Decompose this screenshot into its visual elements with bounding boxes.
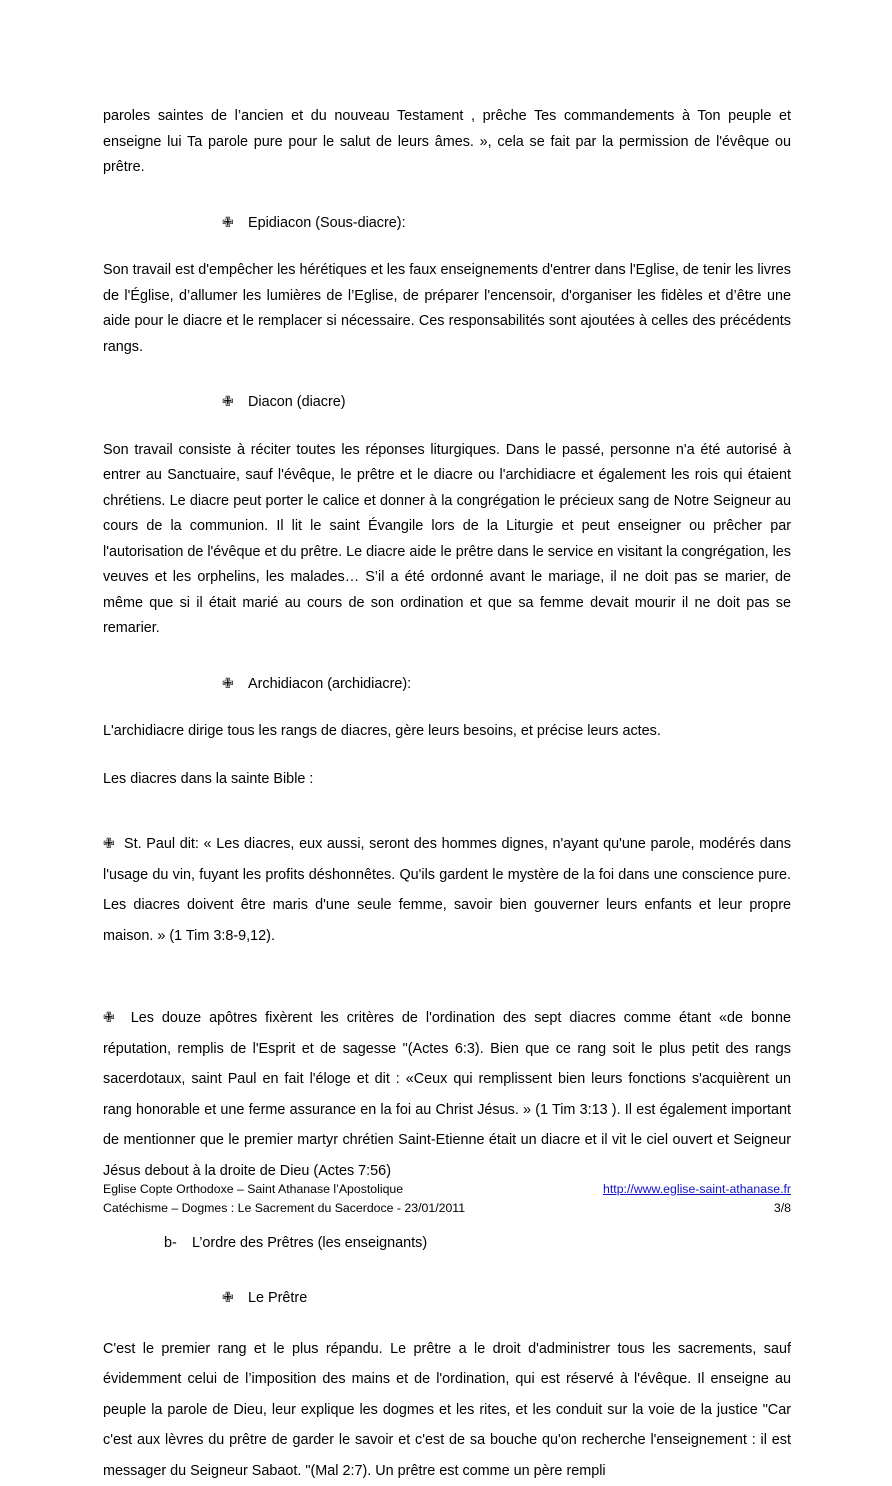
spacer — [103, 745, 791, 767]
paragraph-st-paul-text: St. Paul dit: « Les diacres, eux aussi, seront des hommes dignes, n'ayant qu'une parole, modérés dans l'usage du vin, fuyant les profits déshonnêtes. Qu'ils gardent le mystère de la foi dans une conscience pure. Les diacres doivent être maris d'une seule femme, savoir bien gouverner leurs enfants et leur propre maison. » (1 Tim 3:8-9,12). — [103, 836, 792, 944]
heading-ordre-pretres — [103, 1231, 791, 1257]
heading-epidiacon — [103, 211, 791, 237]
spacer — [103, 416, 791, 438]
spacer — [103, 236, 791, 258]
cross-bullet-icon: ✙ — [103, 835, 115, 852]
page-content — [103, 104, 791, 1486]
paragraph-epidiacon: Son travail est d'empêcher les hérétiques et les faux enseignements d'entrer dans l'Eglise, de tenir les livres de l'Église, d’allumer les lumières de l’Eglise, de préparer l'encensoir, d'organiser les fidèles et d’être une aide pour le diacre et le remplacer si nécessaire. Ces responsabilités sont ajoutées à celles des précédents rangs. — [103, 262, 791, 355]
paragraph-intro: paroles saintes de l’ancien et du nouveau Testament , prêche Tes commandements à Ton peuple et enseigne lui Ta parole pure pour le salut de leurs âmes. », cela se fait par la permission de l'évêque ou prêtre. — [103, 108, 791, 175]
heading-diacon-label: Diacon (diacre) — [248, 394, 346, 410]
paragraph-st-paul — [103, 828, 791, 951]
paragraph-douze-apotres-text: Les douze apôtres fixèrent les critères de l'ordination des sept diacres comme étant «de bonne réputation, remplis de l'Esprit et de sagesse "(Actes 6:3). Bien que ce rang soit le plus petit des rangs sacerdotaux, saint Paul en fait l'éloge et dit : «Ceux qui remplissent bien leurs fonctions s'acquièrent un rang honorable et une ferme assurance en la foi au Christ Jésus. » (1 Tim 3:13 ). Il est également important de mentionner que le premier martyr chrétien Saint-Etienne était un diacre et il vit le ciel ouvert et Seigneur Jésus debout à la droite de Dieu (Actes 7:56) — [103, 1010, 792, 1179]
cross-bullet-icon: ✙ — [222, 213, 234, 230]
paragraph-bible-intro: Les diacres dans la sainte Bible : — [103, 770, 314, 787]
spacer — [103, 181, 791, 211]
footer-row-1 — [103, 1180, 791, 1199]
heading-epidiacon-label: Epidiacon (Sous-diacre): — [248, 214, 406, 231]
cross-bullet-icon: ✙ — [103, 1009, 115, 1026]
footer-page-number: 3/8 — [773, 1201, 791, 1215]
spacer — [103, 792, 791, 814]
cross-bullet-icon: ✙ — [222, 393, 234, 409]
spacer — [103, 697, 791, 719]
heading-le-pretre — [103, 1286, 791, 1312]
cross-bullet-icon: ✙ — [222, 674, 234, 691]
spacer — [103, 1256, 791, 1286]
footer-row-2 — [103, 1199, 791, 1218]
paragraph-archidiacre: L'archidiacre dirige tous les rangs de diacres, gère leurs besoins, et précise leurs actes. — [103, 723, 661, 739]
heading-le-pretre-label: Le Prêtre — [248, 1290, 308, 1307]
footer-document-title: Catéchisme – Dogmes : Le Sacrement du Sacerdoce - 23/01/2011 — [103, 1201, 466, 1215]
page-footer — [103, 1180, 791, 1218]
heading-archidiacon-label: Archidiacon (archidiacre): — [248, 675, 412, 692]
spacer — [103, 966, 791, 988]
paragraph-diacon: Son travail consiste à réciter toutes les réponses liturgiques. Dans le passé, personne n'a été autorisé à entrer au Sanctuaire, sauf l'évêque, le prêtre et le diacre ou l'archidiacre et également les rois qui étaient chrétiens. Le diacre peut porter le calice et donner à la congrégation le précieux sang de Notre Seigneur au cours de la communion. Il lit le saint Évangile lors de la Liturgie et peut enseigner ou prêcher par l'autorisation de l'évêque et du prêtre. Le diacre aide le prêtre dans le service en visitant la congrégation, les veuves et les orphelins, les malades… S’il a été ordonné avant le mariage, il ne doit pas se marier, de même que si il était marié au cours de son ordination et que sa femme devait mourir il ne doit pas se remarier. — [103, 441, 791, 636]
spacer — [103, 1312, 791, 1334]
heading-diacon — [103, 390, 791, 416]
cross-bullet-icon: ✙ — [222, 1289, 234, 1306]
paragraph-le-pretre: C'est le premier rang et le plus répandu. Le prêtre a le droit d'administrer tous les sacrements, sauf évidemment celui de l’imposition des mains et de l'ordination, qui est réservé à l'évêque. Il enseigne au peuple la parole de Dieu, leur explique les dogmes et les rites, et les conduit sur la voie de la justice "Car c'est aux lèvres du prêtre de garder le savoir et c'est de sa bouche qu'on recherche l'enseignement : il est messager du Seigneur Sabaot. "(Mal 2:7). Un prêtre est comme un père rempli — [103, 1340, 791, 1479]
spacer — [103, 642, 791, 672]
heading-ordre-pretres-label: L’ordre des Prêtres (les enseignants) — [192, 1234, 428, 1251]
heading-ordre-pretres-marker: b- — [164, 1234, 177, 1251]
spacer — [103, 360, 791, 390]
heading-archidiacon — [103, 672, 791, 698]
footer-org-name: Eglise Copte Orthodoxe – Saint Athanase l’Apostolique — [103, 1182, 404, 1196]
footer-website-link[interactable]: http://www.eglise-saint-athanase.fr — [603, 1182, 791, 1196]
paragraph-douze-apotres — [103, 1002, 791, 1186]
